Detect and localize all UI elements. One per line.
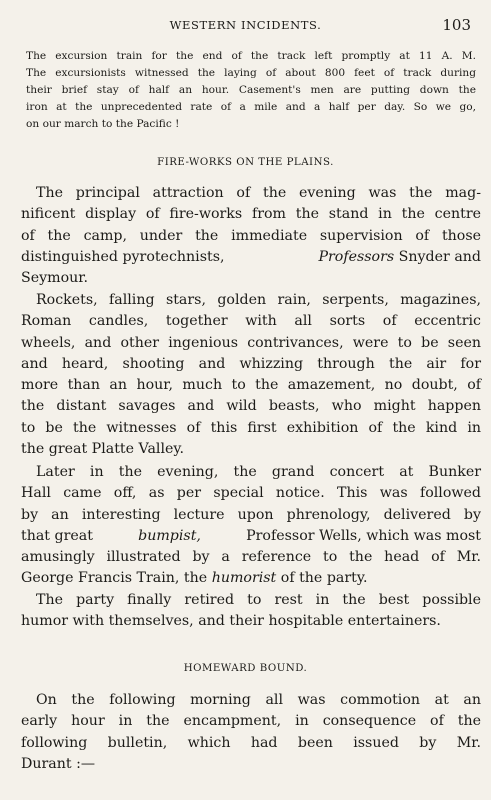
text-segment: Professor Wells, which was most — [246, 527, 481, 544]
text-line: early hour in the encampment, in consequence of the — [21, 713, 481, 730]
text-line — [21, 568, 481, 589]
text-line: following bulletin, which had been issued by Mr. — [21, 734, 481, 751]
text-line: Hall came off, as per special notice. This was followed — [21, 485, 481, 502]
section-heading-homeward: HOMEWARD BOUND. — [183, 663, 308, 674]
text-segment: Snyder and — [398, 248, 481, 265]
intro-line: iron at the unprecedented rate of a mile and a half per day. So we go, — [26, 101, 476, 113]
intro-line: The excursionists witnessed the laying of about 800 feet of track during — [26, 67, 476, 79]
text-line: more than an hour, much to the amazement, no doubt, of — [21, 377, 481, 394]
paragraph-fireworks-4 — [21, 590, 481, 633]
text-line: humor with themselves, and their hospitable entertainers. — [21, 613, 441, 630]
text-segment: distinguished pyrotechnists, — [21, 248, 225, 265]
text-line: The principal attraction of the evening was the mag- — [36, 185, 481, 201]
intro-line: their brief stay of half an hour. Casement's men are putting down the — [26, 84, 476, 96]
text-segment — [318, 247, 481, 268]
italic-text: Professors — [318, 248, 395, 265]
text-line: Seymour. — [21, 270, 88, 287]
intro-line: The excursion train for the end of the track left promptly at 11 A. M. — [26, 50, 476, 62]
italic-text: humorist — [211, 570, 277, 587]
text-line: Later in the evening, the grand concert at Bunker — [36, 464, 481, 480]
text-line: to be the witnesses of this first exhibition of the kind in — [21, 419, 481, 436]
text-segment: of the party. — [280, 570, 368, 587]
text-line: the distant savages and wild beasts, who might happen — [21, 398, 481, 415]
intro-paragraph — [26, 48, 476, 133]
section-heading-fireworks: FIRE-WORKS ON THE PLAINS. — [157, 157, 334, 168]
text-line: On the following morning all was commotion at an — [36, 692, 481, 708]
italic-text: bumpist, — [138, 527, 201, 544]
running-title: WESTERN INCIDENTS. — [169, 18, 322, 32]
text-line: The party finally retired to rest in the best possible — [36, 592, 481, 608]
paragraph-fireworks-2 — [21, 290, 481, 460]
text-line — [21, 526, 481, 547]
paragraph-fireworks-1 — [21, 183, 481, 289]
text-segment: George Francis Train, the — [21, 570, 208, 587]
text-line: nificent display of fire-works from the stand in the centre — [21, 206, 481, 223]
paragraph-homeward-1 — [21, 690, 481, 775]
text-line: by an interesting lecture upon phrenology, delivered by — [21, 506, 481, 523]
text-line: Roman candles, together with all sorts of eccentric — [21, 313, 481, 330]
text-line: Durant :— — [21, 755, 96, 772]
text-line — [21, 247, 481, 268]
text-line: and heard, shooting and whizzing through the air for — [21, 355, 481, 372]
running-head — [0, 18, 491, 36]
intro-line: on our march to the Pacific ! — [26, 118, 180, 130]
text-segment: that great — [21, 527, 93, 544]
text-line: amusingly illustrated by a reference to the head of Mr. — [21, 549, 481, 566]
text-line: Rockets, falling stars, golden rain, serpents, magazines, — [36, 292, 481, 308]
page-number: 103 — [442, 16, 471, 34]
text-line: of the camp, under the immediate supervision of those — [21, 227, 481, 244]
text-line: wheels, and other ingenious contrivances, were to be seen — [21, 334, 481, 351]
paragraph-fireworks-3 — [21, 462, 481, 590]
text-line: the great Platte Valley. — [21, 441, 185, 458]
